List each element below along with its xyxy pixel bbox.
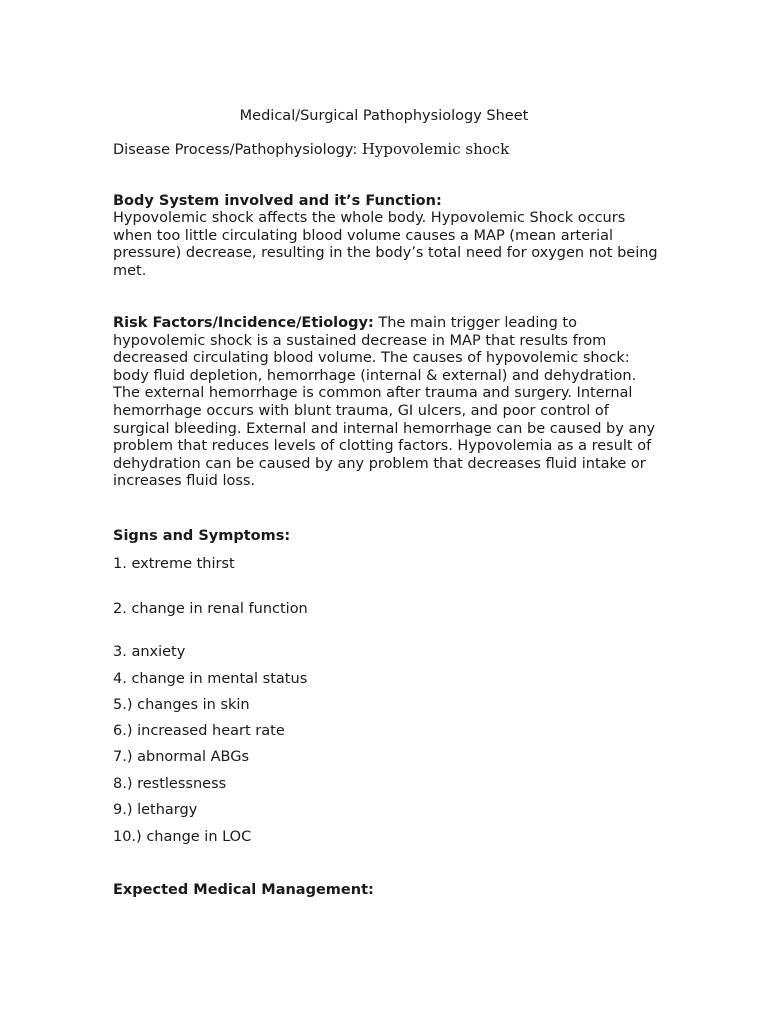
body-system-heading: Body System involved and it’s Function: [113,193,442,209]
symptom-item: 5.) changes in skin [113,697,250,713]
symptom-item: 10.) change in LOC [113,829,252,845]
symptom-item: 8.) restlessness [113,776,227,792]
document-title: Medical/Surgical Pathophysiology Sheet [239,108,529,124]
symptom-item: 9.) lethargy [113,802,198,818]
symptom-item: 2. change in renal function [113,601,308,617]
disease-process-line [113,139,509,160]
symptom-item: 1. extreme thirst [113,556,235,572]
disease-process-value: Hypovolemic shock [361,140,510,158]
symptom-item: 7.) abnormal ABGs [113,749,250,765]
body-system-text: Hypovolemic shock affects the whole body. Hypovolemic Shock occurs when too little circulating blood volume causes a MAP (mean arterial pressure) decrease, resulting in the body’s total need for oxygen not being met. [113,210,658,279]
disease-process-label: Disease Process/Pathophysiology: [113,142,362,158]
risk-factors-text: The main trigger leading to hypovolemic shock is a sustained decrease in MAP that results from decreased circulating blood volume. The causes of hypovolemic shock: body fluid depletion, hemorrhage (internal & external) and dehydration. The external hemorrhage is common after trauma and surgery. Internal hemorrhage occurs with blunt trauma, GI ulcers, and poor control of surgical bleeding. External and internal hemorrhage can be caused by any problem that reduces levels of clotting factors. Hypovolemia as a result of dehydration can be caused by any problem that decreases fluid intake or increases fluid loss. [113,315,656,490]
risk-factors-heading: Risk Factors/Incidence/Etiology: [113,315,374,331]
symptom-item: 6.) increased heart rate [113,723,285,739]
risk-factors-section [113,315,658,491]
symptom-item: 4. change in mental status [113,671,308,687]
signs-symptoms-heading: Signs and Symptoms: [113,528,291,544]
symptom-item: 3. anxiety [113,644,186,660]
medical-management-heading: Expected Medical Management: [113,882,374,898]
